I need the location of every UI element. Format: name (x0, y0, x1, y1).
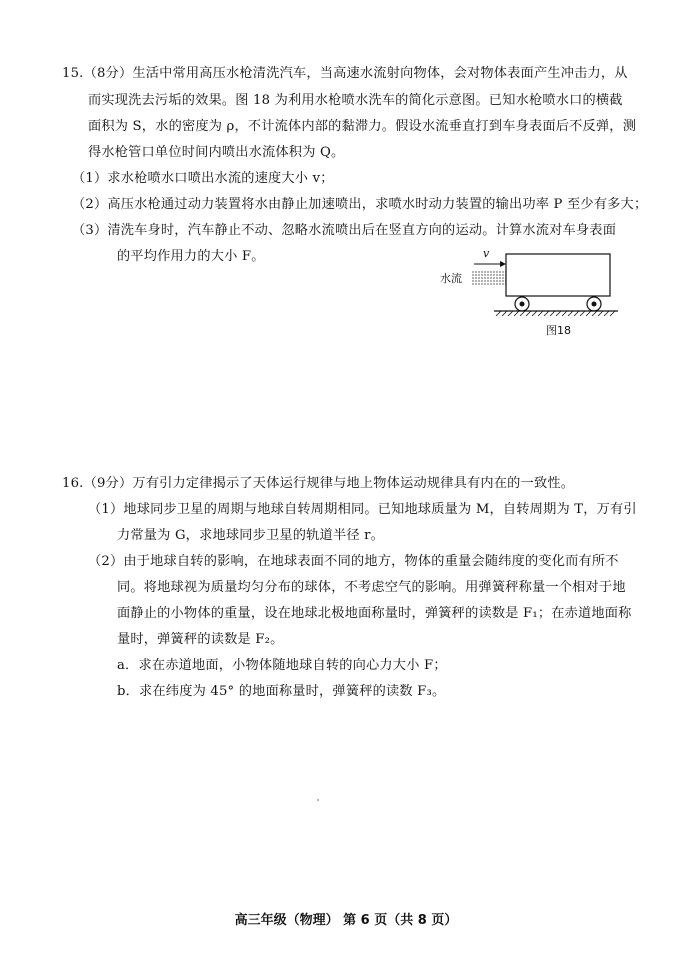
velocity-label: v (483, 247, 490, 260)
q15-part-3: （3）清洗车身时，汽车静止不动、忽略水流喷出后在竖直方向的运动。计算水流对车身表面 (72, 223, 617, 238)
page-footer: 高三年级（物理） 第 6 页（共 8 页） (234, 913, 458, 928)
car-wheels (515, 297, 601, 311)
car-body (506, 254, 610, 296)
ground-hatch (496, 311, 615, 316)
q15-part-1: （1）求水枪喷水口喷出水流的速度大小 v； (72, 171, 334, 186)
q16-part-1: （1）地球同步卫星的周期与地球自转周期相同。已知地球质量为 M，自转周期为 T，万有引 (88, 502, 637, 517)
q15-part-3-cont: 的平均作用力的大小 F。 (117, 249, 265, 264)
q16-part-2-cont-2: 面静止的小物体的重量，设在地球北极地面称量时，弹簧秤的读数是 F₁；在赤道地面称 (117, 606, 632, 621)
q15-line-2: 而实现洗去污垢的效果。图 18 为利用水枪喷水洗车的简化示意图。已知水枪喷水口的横截 (88, 93, 623, 108)
car-diagram (438, 244, 618, 344)
q16-part-2: （2）由于地球自转的影响，在地球表面不同的地方，物体的重量会随纬度的变化而有所不 (88, 554, 619, 569)
q16-sub-b: b．求在纬度为 45° 的地面称量时，弹簧秤的读数 F₃。 (117, 684, 446, 699)
q15-line-1: 15.（8分）生活中常用高压水枪清洗汽车，当高速水流射向物体，会对物体表面产生冲击力，从 (62, 66, 628, 81)
q16-part-2-cont-1: 同。将地球视为质量均匀分布的球体，不考虑空气的影响。用弹簧秤称量一个相对于地 (117, 580, 626, 595)
water-stream (472, 272, 506, 284)
figure-caption: 图18 (546, 324, 571, 337)
water-flow-label: 水流 (440, 272, 462, 285)
q16-sub-a: a．求在赤道地面，小物体随地球自转的向心力大小 F； (117, 658, 447, 673)
q16-part-2-cont-3: 量时，弹簧秤的读数是 F₂。 (117, 632, 284, 647)
q15-line-3: 面积为 S，水的密度为 ρ，不计流体内部的黏滞力。假设水流垂直打到车身表面后不反弹，测 (88, 119, 637, 134)
q15-line-4: 得水枪管口单位时间内喷出水流体积为 Q。 (88, 145, 345, 160)
scan-speck (317, 799, 319, 801)
q16-part-1-cont: 力常量为 G，求地球同步卫星的轨道半径 r。 (117, 528, 384, 543)
q16-line-1: 16.（9分）万有引力定律揭示了天体运行规律与地上物体运动规律具有内在的一致性。 (62, 476, 575, 491)
q15-part-2: （2）高压水枪通过动力装置将水由静止加速喷出，求喷水时动力装置的输出功率 P 至少有多大； (72, 197, 648, 212)
velocity-arrowhead (500, 261, 506, 267)
